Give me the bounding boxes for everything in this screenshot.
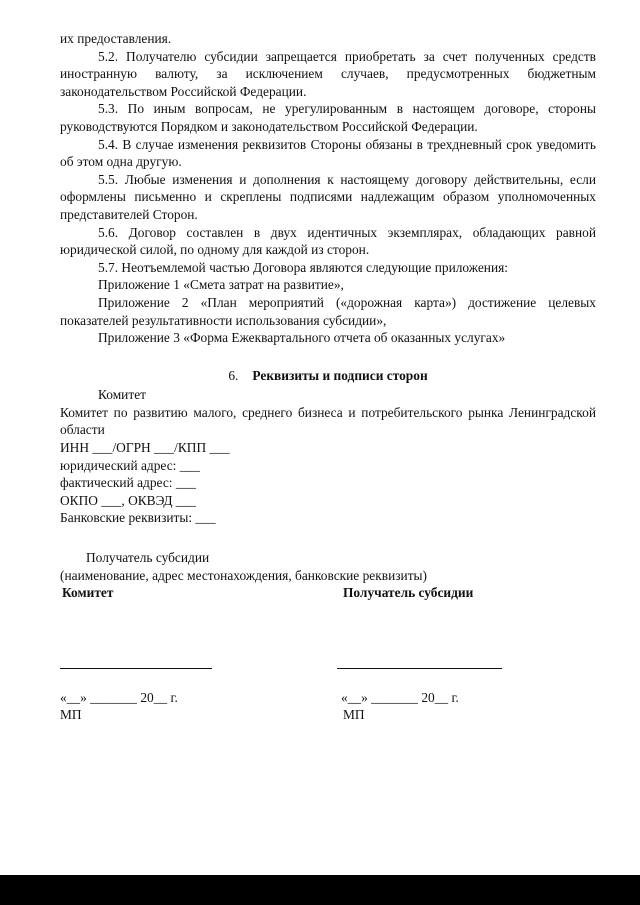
section-title: Реквизиты и подписи сторон [252, 367, 428, 383]
inn-ogrn-kpp: ИНН ___/ОГРН ___/КПП ___ [60, 440, 230, 456]
signature-left-title: Комитет [62, 585, 114, 600]
actual-address: фактический адрес: ___ [60, 475, 196, 491]
signature-line-right [337, 668, 502, 669]
committee-name: Комитет по развитию малого, среднего бизнеса и потребительского рынка Ленинградской области [60, 404, 596, 438]
paragraph-continuation: их предоставления. [60, 31, 172, 46]
section-6-heading [60, 367, 596, 385]
paragraph-5-3: 5.3. По иным вопросам, не урегулированным в настоящем договоре, стороны руководствуются Порядком и законодательством Российской Федерации. [60, 101, 596, 134]
appendix-1: Приложение 1 «Смета затрат на развитие», [98, 277, 344, 293]
date-left: «__» _______ 20__ г. [60, 690, 178, 705]
recipient-hint: (наименование, адрес местонахождения, банковские реквизиты) [60, 567, 427, 583]
date-right: «__» _______ 20__ г. [341, 690, 459, 705]
appendix-2: Приложение 2 «План мероприятий («дорожная карта») достижение целевых показателей результативности использования субсидии», [60, 294, 596, 328]
stamp-left: МП [60, 707, 82, 722]
scan-border-bottom [0, 875, 640, 905]
signature-line-left [60, 668, 212, 669]
paragraph-5-7: 5.7. Неотъемлемой частью Договора являются следующие приложения: [98, 259, 509, 275]
committee-label: Комитет [98, 387, 146, 403]
paragraph-5-6: 5.6. Договор составлен в двух идентичных экземплярах, обладающих равной юридической силой, по одному для каждой из сторон. [60, 224, 596, 258]
paragraph-5-4: 5.4. В случае изменения реквизитов Стороны обязаны в трехдневный срок уведомить об этом одна другую. [60, 136, 596, 170]
legal-address: юридический адрес: ___ [60, 457, 200, 473]
paragraph-5-5: 5.5. Любые изменения и дополнения к настоящему договору действительны, если оформлены письменно и скреплены подписями надлежащим образом уполномоченных представителей Сторон. [60, 171, 596, 222]
recipient-label: Получатель субсидии [86, 550, 210, 566]
paragraph-5-2: 5.2. Получателю субсидии запрещается приобретать за счет полученных средств иностранную валюту, за исключением случаев, предусмотренных бюджетным законодательством Российской Федерации. [60, 48, 596, 99]
stamp-right: МП [343, 707, 365, 722]
bank-details: Банковские реквизиты: ___ [60, 510, 216, 526]
document-page [60, 30, 596, 584]
section-number: 6. [228, 367, 239, 383]
okpo-okved: ОКПО ___, ОКВЭД ___ [60, 492, 196, 508]
signature-right-title: Получатель субсидии [343, 585, 474, 600]
appendix-3: Приложение 3 «Форма Ежеквартального отчета об оказанных услугах» [98, 330, 506, 346]
